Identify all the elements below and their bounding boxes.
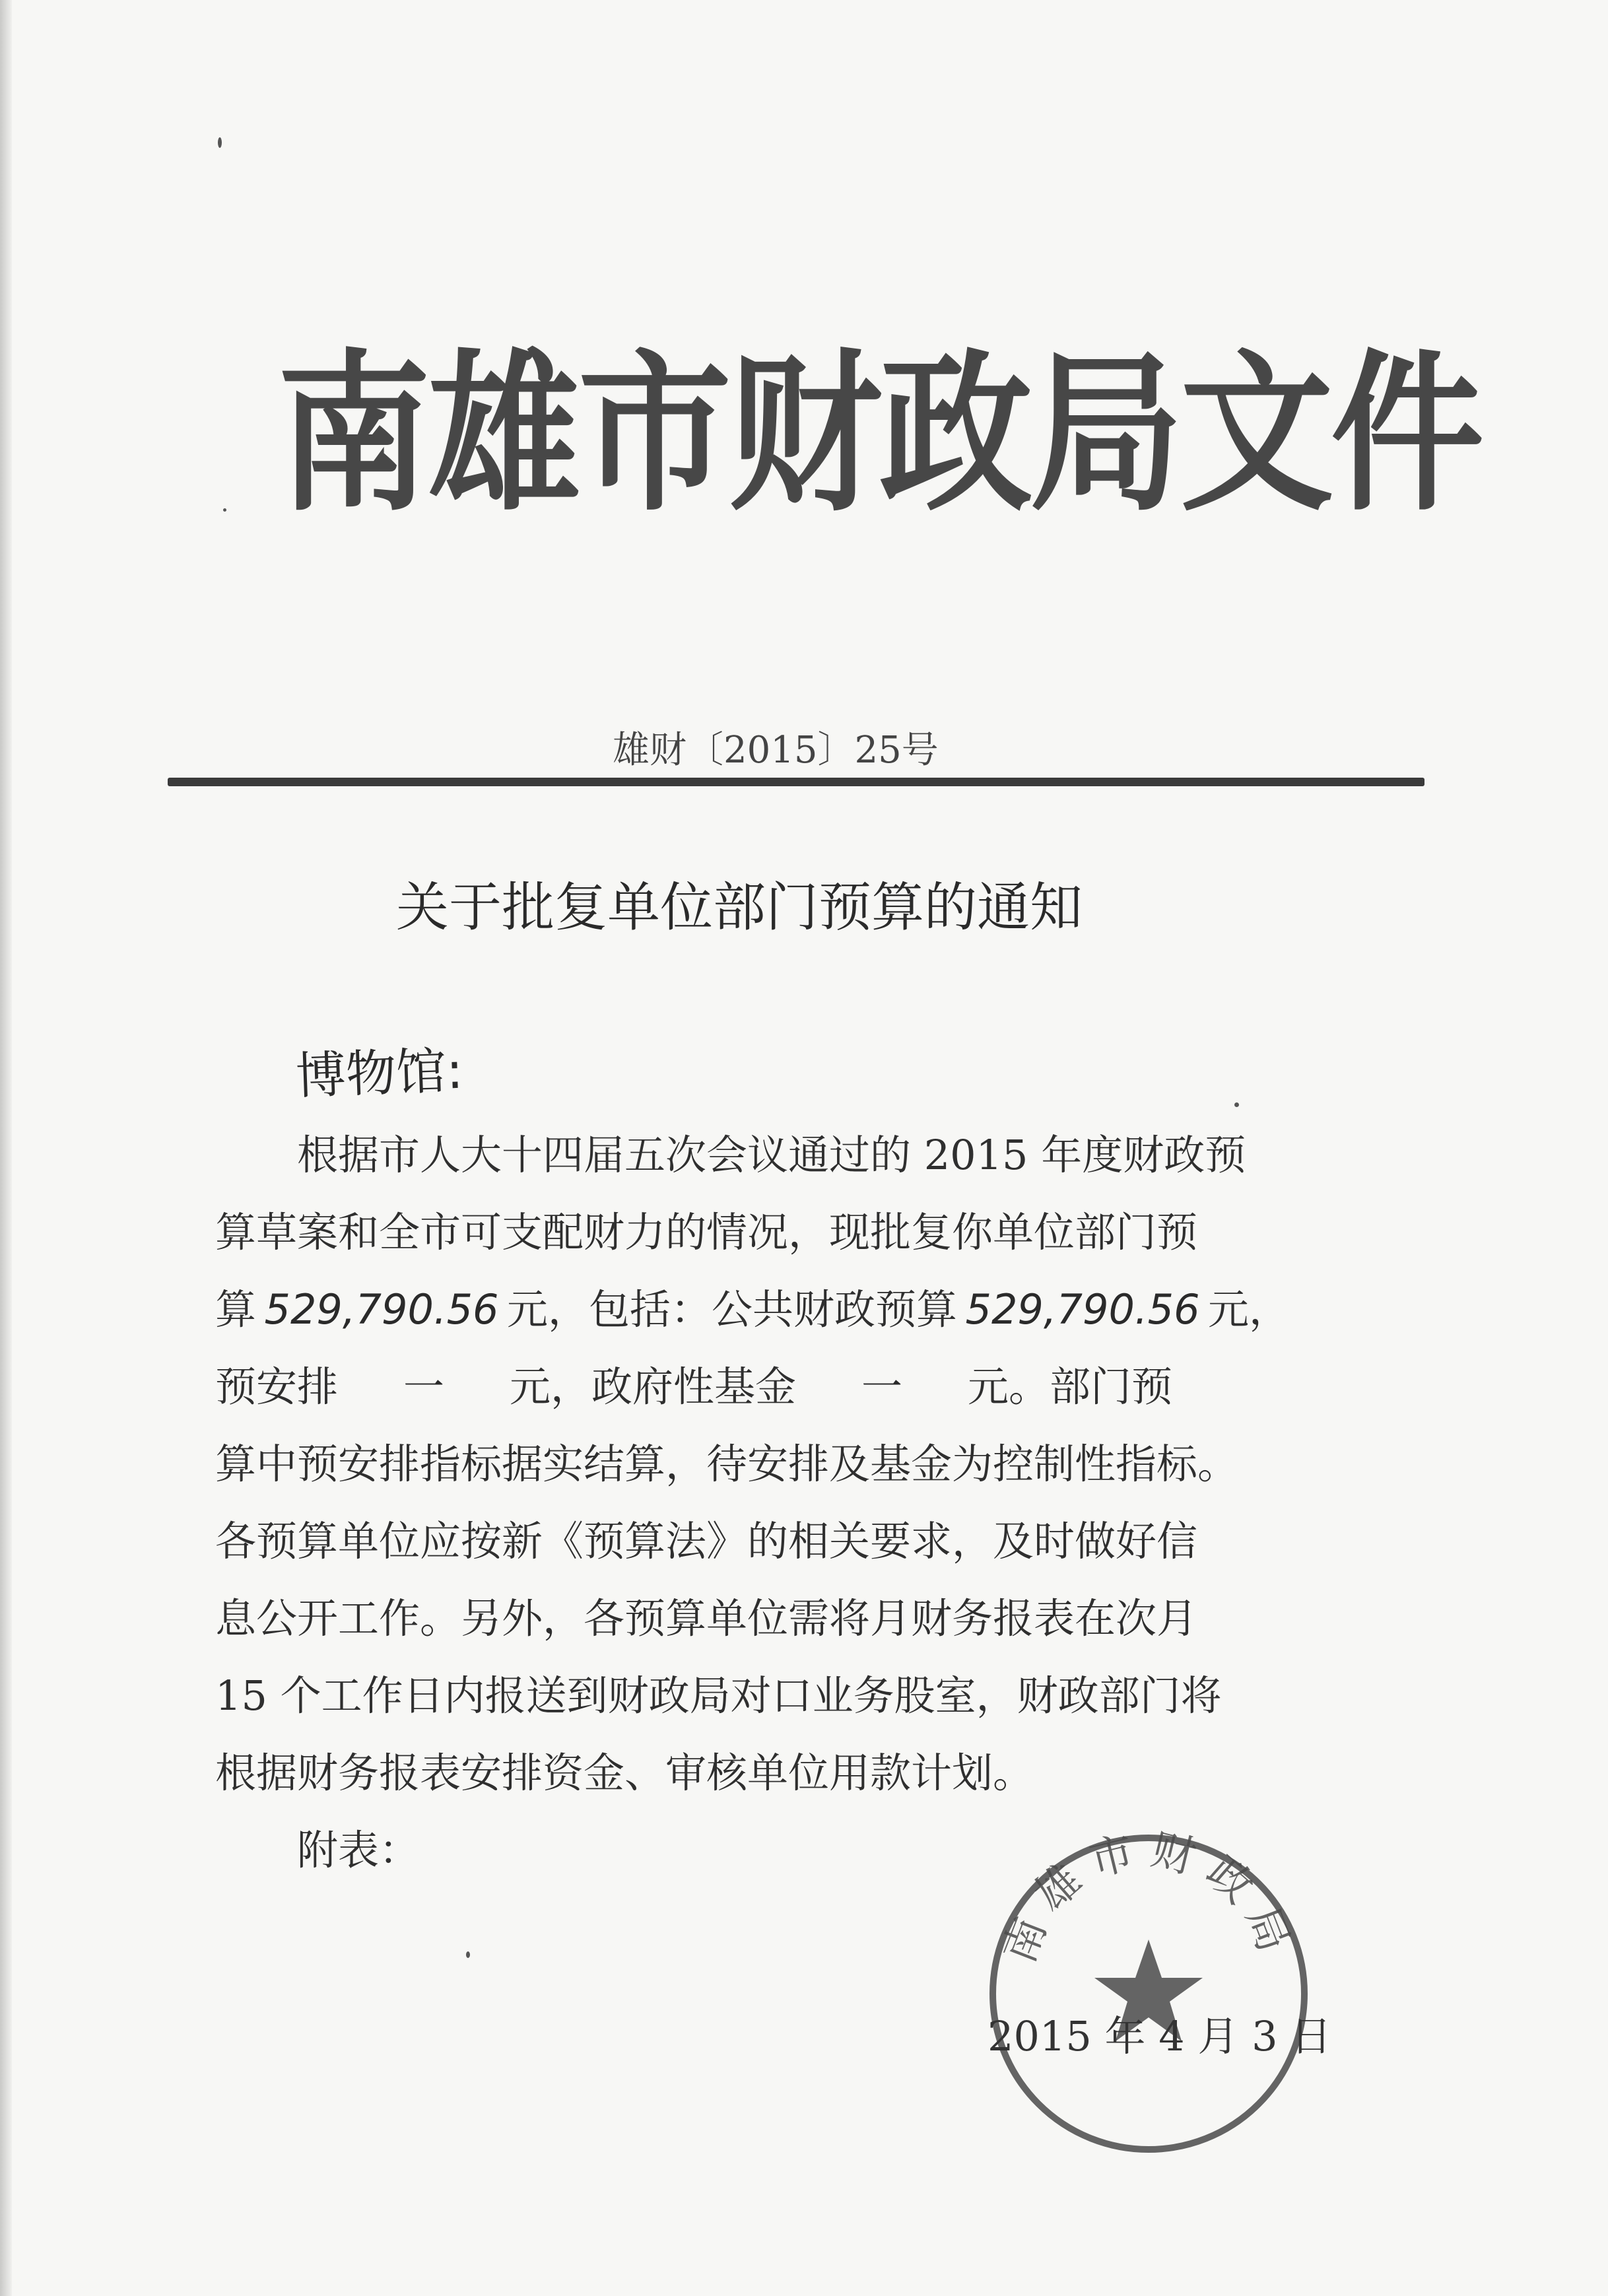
- body-line-3-text-c: 元，: [1208, 1285, 1290, 1334]
- issue-date: 2015 年 4 月 3 日: [988, 2012, 1332, 2060]
- budget-total-amount: 529,790.56: [264, 1285, 499, 1334]
- document-number: 雄财〔2015〕25号: [613, 729, 939, 772]
- header-rule: [168, 778, 1424, 786]
- body-line-2: 算草案和全市可支配财力的情况，现批复你单位部门预: [215, 1208, 1198, 1256]
- addressee: 博物馆:: [294, 1040, 465, 1106]
- document-masthead: 南雄市财政局文件: [277, 334, 1482, 535]
- scan-edge: [0, 0, 12, 2296]
- body-line-4: [215, 1354, 1364, 1420]
- seal-text: 南雄市财政局: [993, 1827, 1304, 1970]
- scan-speck: [466, 1951, 470, 1958]
- body-line-3: [215, 1277, 1364, 1343]
- body-line-3-text-b: 元，包括：公共财政预算: [507, 1285, 958, 1334]
- body-line-9: 根据财务报表安排资金、审核单位用款计划。: [215, 1749, 1034, 1797]
- official-seal: [982, 1827, 1315, 2160]
- body-line-6: 各预算单位应按新《预算法》的相关要求，及时做好信: [215, 1517, 1198, 1565]
- body-line-3-text-a: 算: [215, 1285, 257, 1334]
- document-title: 关于批复单位部门预算的通知: [396, 877, 1083, 938]
- scan-speck: [1234, 1102, 1239, 1107]
- body-line-4-text-b: 元，政府性基金: [510, 1363, 797, 1411]
- scan-speck: [223, 508, 226, 512]
- government-fund-amount: 一: [861, 1363, 903, 1411]
- body-line-4-text-c: 元。部门预: [968, 1363, 1173, 1411]
- body-line-1: 根据市人大十四届五次会议通过的 2015 年度财政预: [297, 1131, 1246, 1179]
- attachment-label: 附表：: [297, 1826, 420, 1874]
- body-line-8: 15 个工作日内报送到财政局对口业务股室，财政部门将: [215, 1671, 1222, 1720]
- body-line-4-text-a: 预安排: [215, 1363, 339, 1411]
- scan-speck: [218, 137, 222, 148]
- public-budget-amount: 529,790.56: [965, 1285, 1200, 1334]
- pre-arranged-amount: 一: [403, 1363, 445, 1411]
- body-line-5: 算中预安排指标据实结算，待安排及基金为控制性指标。: [215, 1440, 1239, 1488]
- body-line-7: 息公开工作。另外，各预算单位需将月财务报表在次月: [215, 1594, 1198, 1642]
